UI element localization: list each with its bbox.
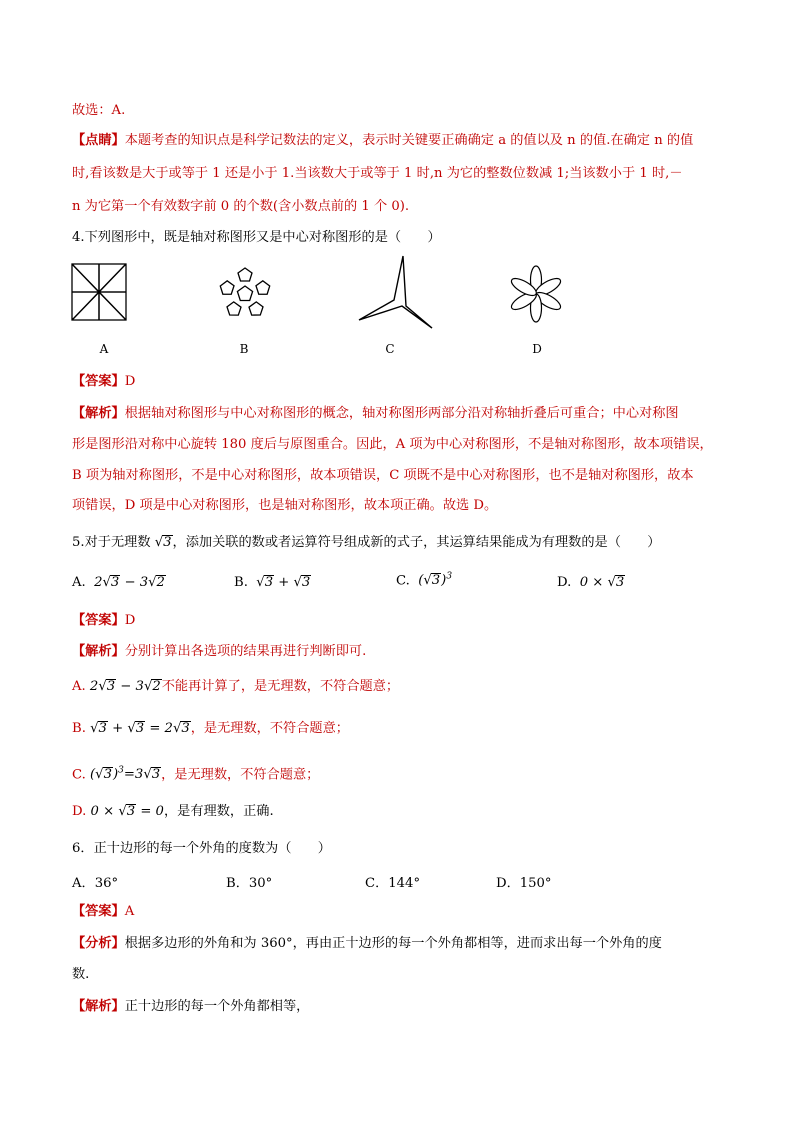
q6-answer-value: A — [124, 904, 135, 919]
q5-analysis-text: 分别计算出各选项的结果再进行判断即可. — [124, 644, 367, 659]
q5-solution-a-label: A. — [72, 679, 86, 694]
q4-answer-tag: 【答案】 — [72, 374, 125, 389]
q6-analysis-tag: 【解析】 — [72, 999, 125, 1014]
q5-solution-b — [72, 720, 349, 738]
q5-solution-b-text: ，是无理数，不符合题意； — [190, 721, 349, 736]
q6-answer-tag: 【答案】 — [72, 904, 125, 919]
select-line: 故选：A. — [72, 103, 126, 118]
q6-option-d: D．150° — [496, 876, 552, 891]
q5-option-b — [234, 575, 311, 590]
q5-stem — [72, 534, 660, 552]
q6-fenxi-tag: 【分析】 — [72, 936, 125, 951]
q5-solution-c-label: C. — [72, 767, 86, 783]
q6-stem: 6．正十边形的每一个外角的度数为（ ） — [72, 841, 331, 856]
q5-solution-d-expr: 0 × √3 = 0 — [90, 804, 164, 819]
q6-answer — [72, 903, 134, 921]
q4-analysis-text-1: 根据轴对称图形与中心对称图形的概念，轴对称图形两部分沿对称轴折叠后可重合；中心对称图 — [124, 406, 679, 421]
q4-analysis-line-2: 形是图形沿对称中心旋转 180 度后与原图重合。因此，A 项为中心对称图形，不是轴对称图形，故本项错误， — [72, 437, 713, 452]
q5-solution-a — [72, 678, 399, 696]
dianjing-line-1 — [72, 132, 693, 150]
q5-option-b-label: B. — [234, 575, 248, 590]
q5-option-c-label: C. — [396, 573, 410, 589]
figure-d-flower — [507, 264, 565, 324]
q5-option-a-expr: 2√3 − 3√2 — [94, 575, 165, 590]
q5-option-d — [557, 575, 625, 590]
q4-analysis-tag: 【解析】 — [72, 406, 125, 421]
q6-fenxi-line-2: 数. — [72, 967, 90, 982]
q5-option-a — [72, 575, 166, 590]
q5-solution-b-expr: √3 + √3 = 2√3 — [90, 721, 190, 736]
dianjing-text-1: 本题考查的知识点是科学记数法的定义，表示时关键要正确确定 a 的值以及 n 的值.在确定 n 的值 — [124, 133, 694, 148]
q5-answer-tag: 【答案】 — [72, 613, 125, 628]
q4-answer — [72, 373, 135, 391]
q5-solution-b-label: B. — [72, 721, 86, 736]
q6-option-a: A．36° — [72, 876, 119, 891]
q4-stem: 4.下列图形中，既是轴对称图形又是中心对称图形的是（ ） — [72, 230, 441, 245]
q6-fenxi-line-1 — [72, 935, 662, 953]
q5-solution-d — [72, 803, 274, 821]
q4-analysis-line-4: 项错误，D 项是中心对称图形，也是轴对称图形，故本项正确。故选 D。 — [72, 498, 498, 513]
q5-stem-math: √3 — [154, 535, 172, 550]
q6-option-c: C．144° — [365, 876, 421, 891]
q5-stem-pre: 5.对于无理数 — [72, 535, 151, 550]
q5-analysis-tag: 【解析】 — [72, 644, 125, 659]
q5-solution-a-text: 不能再计算了，是无理数，不符合题意； — [161, 679, 400, 694]
q5-option-d-expr: 0 × √3 — [579, 575, 625, 590]
q5-option-c — [396, 572, 452, 588]
q5-solution-c — [72, 762, 319, 784]
q6-option-b: B．30° — [226, 876, 273, 891]
q5-solution-a-expr: 2√3 − 3√2 — [89, 679, 161, 694]
q4-analysis-line-3: B 项为轴对称图形，不是中心对称图形，故本项错误，C 项既不是中心对称图形，也不是轴对称图形，故本 — [72, 468, 694, 483]
q4-analysis-line-1 — [72, 405, 679, 423]
q5-option-d-label: D. — [557, 575, 572, 590]
q5-solution-c-expr: $(√3)^3=3√3$ — [90, 766, 161, 783]
figure-b-pentagons — [212, 262, 278, 326]
q6-analysis — [72, 998, 309, 1016]
q6-analysis-text: 正十边形的每一个外角都相等， — [124, 999, 310, 1014]
figure-label-b: B — [239, 342, 249, 356]
figure-c-star — [356, 254, 436, 332]
q5-solution-d-text: ，是有理数，正确. — [163, 804, 274, 819]
q5-answer — [72, 612, 135, 630]
q5-stem-post: ，添加关联的数或者运算符号组成新的式子，其运算结果能成为有理数的是（ ） — [172, 535, 661, 550]
q6-fenxi-text-1: 根据多边形的外角和为 360°，再由正十边形的每一个外角都相等，进而求出每一个外角的度 — [124, 936, 662, 951]
q4-answer-value: D — [124, 374, 136, 389]
q5-option-c-expr: $(√3)^3$ — [418, 572, 453, 589]
figure-a-pinwheel — [70, 262, 130, 324]
figure-label-c: C — [385, 342, 395, 356]
q5-answer-value: D — [124, 613, 136, 628]
q5-analysis — [72, 643, 366, 661]
q5-solution-d-label: D. — [72, 804, 87, 819]
q5-solution-c-text: ，是无理数，不符合题意； — [161, 767, 320, 783]
dianjing-line-3: n 为它第一个有效数字前 0 的个数(含小数点前的 1 个 0). — [72, 199, 410, 214]
figure-label-a: A — [99, 342, 109, 356]
q5-option-b-expr: √3 + √3 — [256, 575, 311, 590]
dianjing-line-2: 时,看该数是大于或等于 1 还是小于 1.当该数大于或等于 1 时,n 为它的整数位数减 1;当该数小于 1 时,－ — [72, 166, 683, 181]
dianjing-tag: 【点睛】 — [72, 133, 125, 148]
figure-label-d: D — [532, 342, 542, 356]
q5-option-a-label: A. — [72, 575, 86, 590]
